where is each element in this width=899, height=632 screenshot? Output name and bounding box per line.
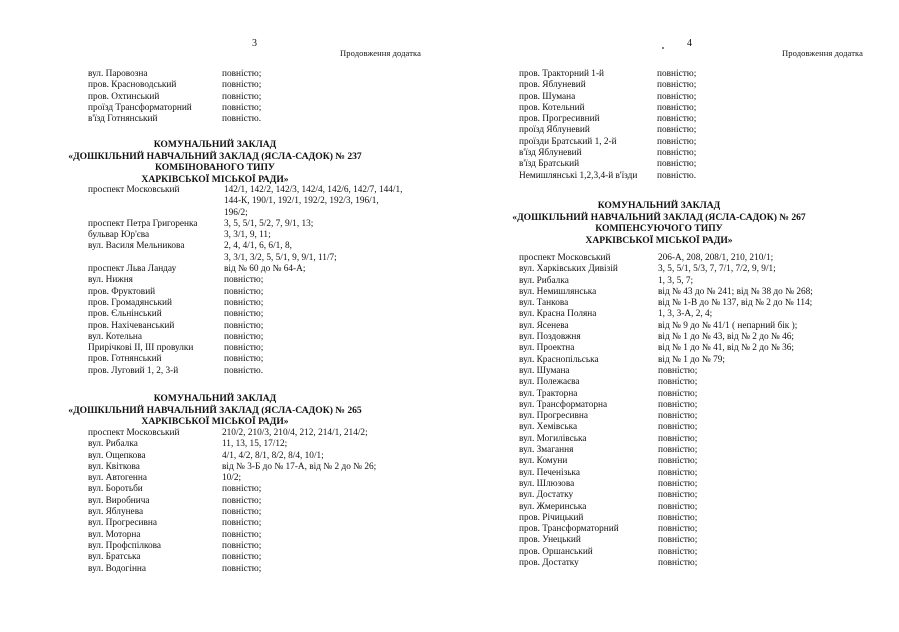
street-name: пров. Достатку xyxy=(519,558,579,569)
street-name: проїзд Трансформаторний xyxy=(88,102,192,113)
street-row xyxy=(519,400,813,411)
street-row xyxy=(88,80,261,91)
street-row xyxy=(88,309,402,320)
house-numbers: 4/1, 4/2, 8/1, 8/2, 8/4, 10/1; xyxy=(222,450,324,461)
section-title-line: КОМУНАЛЬНИЙ ЗАКЛАД xyxy=(153,139,277,150)
house-numbers: 10/2; xyxy=(222,473,242,484)
street-name: вул. Котельна xyxy=(88,331,143,342)
street-row xyxy=(519,479,813,490)
street-name: вул. Проектна xyxy=(519,343,575,354)
street-row xyxy=(88,287,402,298)
section-title-line: ХАРКІВСЬКОЇ МІСЬКОЇ РАДИ» xyxy=(141,173,289,185)
street-name: вул. Жмеринська xyxy=(519,501,587,512)
street-name: пров. Єльнінський xyxy=(88,309,162,320)
house-numbers: повністю; xyxy=(658,399,698,410)
street-row xyxy=(519,92,696,103)
house-numbers: повністю; xyxy=(224,331,264,342)
street-name: пров. Нахічеванський xyxy=(88,320,175,331)
street-name: пров. Прогресивний xyxy=(519,114,600,125)
house-numbers: 1, 3, 5, 7; xyxy=(658,275,694,286)
house-numbers: 1, 3, 3-А, 2, 4; xyxy=(658,309,713,320)
street-row xyxy=(519,125,696,136)
section-title xyxy=(459,200,859,246)
section-title-line: ХАРКІВСЬКОЇ МІСЬКОЇ РАДИ» xyxy=(585,234,733,246)
house-numbers: повністю; xyxy=(222,80,262,91)
section-title-line: ХАРКІВСЬКОЇ МІСЬКОЇ РАДИ» xyxy=(141,416,289,428)
page-number: 3 xyxy=(252,38,257,49)
street-name: вул. Трансформаторна xyxy=(519,399,608,410)
street-name: вул. Хемівська xyxy=(519,422,578,433)
street-row xyxy=(519,524,813,535)
house-numbers: від № 60 до № 64-А; xyxy=(224,264,306,275)
street-name: вул. Боротьби xyxy=(88,484,143,495)
street-row xyxy=(519,547,813,558)
street-row xyxy=(88,114,261,125)
street-name: в'їзд Готнянський xyxy=(88,114,158,125)
street-name: вул. Комуни xyxy=(519,456,568,467)
street-name: проспект Московський xyxy=(88,428,180,438)
house-numbers: повністю; xyxy=(657,91,697,102)
house-numbers: повністю; xyxy=(658,501,698,512)
house-numbers: повністю; xyxy=(224,286,264,297)
street-name: пров. Котельний xyxy=(519,102,585,113)
house-numbers: повністю; xyxy=(222,507,262,518)
house-numbers: 11, 13, 15, 17/12; xyxy=(222,439,288,450)
street-row xyxy=(88,230,402,241)
street-row xyxy=(88,439,376,450)
street-row xyxy=(88,462,376,473)
house-numbers: 3, 5, 5/1, 5/3, 7, 7/1, 7/2, 9, 9/1; xyxy=(658,264,776,275)
running-head: Продовження додатка xyxy=(340,48,421,58)
street-row xyxy=(519,535,813,546)
street-name: вул. Виробнича xyxy=(88,495,150,506)
house-numbers: повністю. xyxy=(657,170,697,181)
section-title-line: КОМУНАЛЬНИЙ ЗАКЛАД xyxy=(153,393,277,404)
street-row xyxy=(519,309,813,320)
street-name: вул. Красна Поляна xyxy=(519,309,597,320)
street-name: бульвар Юр'єва xyxy=(88,230,150,241)
street-name: вул. Печенізька xyxy=(519,467,580,478)
street-row xyxy=(88,332,402,343)
house-numbers: від № 1 до № 43, від № 2 до № 46; xyxy=(658,332,795,343)
house-numbers-continued: 3, 3/1, 3/2, 5, 5/1, 9, 9/1, 11/7; xyxy=(224,252,337,263)
street-row xyxy=(519,287,813,298)
street-row xyxy=(88,564,376,575)
street-row xyxy=(88,264,402,275)
house-numbers: повністю; xyxy=(222,563,262,574)
street-row xyxy=(519,159,696,170)
house-numbers: від № 3-Б до № 17-А, від № 2 до № 26; xyxy=(222,461,377,472)
street-row xyxy=(519,490,813,501)
street-row xyxy=(519,276,813,287)
street-name: вул. Моторна xyxy=(88,529,141,540)
street-name: пров. Тракторний 1-й xyxy=(519,69,605,79)
street-row xyxy=(519,411,813,422)
house-numbers: повністю; xyxy=(658,558,698,569)
street-name: в'їзд Яблуневий xyxy=(519,148,582,159)
street-name: вул. Профспілкова xyxy=(88,540,162,551)
street-row xyxy=(519,558,813,569)
house-numbers: повністю; xyxy=(222,540,262,551)
street-name: вул. Паровозна xyxy=(88,69,148,79)
street-row xyxy=(519,264,813,275)
street-name: вул. Рибалка xyxy=(88,439,138,450)
street-name: пров. Річицький xyxy=(519,512,584,523)
house-numbers: повністю; xyxy=(658,388,698,399)
house-numbers: повністю; xyxy=(222,495,262,506)
street-row xyxy=(519,114,696,125)
street-name: вул. Василя Мельникова xyxy=(88,241,185,252)
street-list xyxy=(88,69,261,125)
street-name: проспект Московський xyxy=(519,253,611,263)
street-row xyxy=(519,253,813,264)
street-row xyxy=(88,92,261,103)
house-numbers: повністю; xyxy=(222,69,262,79)
house-numbers: повністю; xyxy=(657,69,697,79)
street-row xyxy=(519,355,813,366)
section-title-line: «ДОШКІЛЬНИЙ НАВЧАЛЬНИЙ ЗАКЛАД (ЯСЛА-САДОК) № 265 xyxy=(68,404,362,416)
street-name: в'їзд Братський xyxy=(519,159,580,170)
house-numbers: 3, 3/1, 9, 11; xyxy=(224,230,271,241)
street-row xyxy=(519,343,813,354)
street-row xyxy=(519,321,813,332)
house-numbers-continued: 144-К, 190/1, 192/1, 192/2, 192/3, 196/1, xyxy=(224,196,379,207)
section-title-line: «ДОШКІЛЬНИЙ НАВЧАЛЬНИЙ ЗАКЛАД (ЯСЛА-САДОК) № 237 xyxy=(68,150,362,162)
house-numbers: повністю; xyxy=(658,456,698,467)
street-name: вул. Прогресивна xyxy=(88,518,158,529)
house-numbers-continued: 196/2; xyxy=(224,207,248,218)
street-row xyxy=(88,428,376,439)
house-numbers: повністю; xyxy=(658,467,698,478)
street-row xyxy=(519,422,813,433)
street-name: пров. Готнянський xyxy=(88,354,162,365)
street-row xyxy=(88,366,402,377)
street-name: проспект Петра Григоренка xyxy=(88,218,198,229)
right-page xyxy=(449,0,899,632)
street-name: вул. Рибалка xyxy=(519,275,569,286)
house-numbers: повністю; xyxy=(224,354,264,365)
street-name: вул. Змагання xyxy=(519,445,574,456)
house-numbers: від № 1 до № 79; xyxy=(658,354,725,365)
street-row xyxy=(519,148,696,159)
street-name: проїзди Братський 1, 2-й xyxy=(519,136,617,147)
street-name: вул. Автогенна xyxy=(88,473,147,484)
street-name: вул. Немишлянська xyxy=(519,286,597,297)
street-row xyxy=(519,103,696,114)
street-row xyxy=(88,275,402,286)
house-numbers: повністю; xyxy=(224,309,264,320)
street-row xyxy=(88,473,376,484)
street-row xyxy=(88,530,376,541)
street-name: вул. Яблунева xyxy=(88,507,144,518)
street-row xyxy=(519,298,813,309)
street-row xyxy=(88,484,376,495)
running-head: Продовження додатка xyxy=(782,48,863,58)
house-numbers: повністю; xyxy=(658,377,698,388)
house-numbers: повністю; xyxy=(222,91,262,102)
street-name: пров. Луговий 1, 2, 3-й xyxy=(88,365,179,376)
street-name: вул. Могилівська xyxy=(519,433,587,444)
street-row xyxy=(519,389,813,400)
house-numbers: повністю; xyxy=(658,512,698,523)
street-row xyxy=(88,451,376,462)
street-name: пров. Охтинський xyxy=(88,91,160,102)
scan-speck xyxy=(662,47,664,49)
house-numbers: повністю; xyxy=(222,529,262,540)
house-numbers: повністю; xyxy=(222,484,262,495)
page-number: 4 xyxy=(687,38,692,49)
section-title xyxy=(30,139,400,185)
street-name: вул. Нижня xyxy=(88,275,133,286)
street-name: проспект Московський xyxy=(88,185,180,195)
street-row xyxy=(519,445,813,456)
house-numbers: повністю. xyxy=(222,114,262,125)
house-numbers: 210/2, 210/3, 210/4, 212, 214/1, 214/2; xyxy=(222,428,368,438)
house-numbers: повністю; xyxy=(658,365,698,376)
house-numbers: повністю; xyxy=(222,552,262,563)
section-title-line: КОМУНАЛЬНИЙ ЗАКЛАД xyxy=(597,200,721,211)
street-row xyxy=(519,434,813,445)
house-numbers: від № 9 до № 41/1 ( непарний бік ); xyxy=(658,320,798,331)
street-row xyxy=(519,80,696,91)
street-row xyxy=(88,103,261,114)
street-row xyxy=(88,69,261,80)
house-numbers: повністю; xyxy=(224,343,264,354)
street-name: вул. Водогінна xyxy=(88,563,147,574)
section-title-line: «ДОШКІЛЬНИЙ НАВЧАЛЬНИЙ ЗАКЛАД (ЯСЛА-САДОК) № 267 xyxy=(512,211,806,223)
street-name: вул. Поздовжня xyxy=(519,332,581,343)
house-numbers: повністю; xyxy=(657,80,697,91)
house-numbers: від № 43 до № 241; від № 38 до № 268; xyxy=(658,286,813,297)
street-row xyxy=(88,321,402,332)
street-list xyxy=(88,185,402,377)
street-list xyxy=(88,428,376,575)
house-numbers: повністю; xyxy=(658,422,698,433)
street-row xyxy=(88,185,402,196)
house-numbers: повністю; xyxy=(657,159,697,170)
house-numbers: повністю; xyxy=(657,114,697,125)
street-row xyxy=(88,219,402,230)
house-numbers: повністю; xyxy=(224,275,264,286)
house-numbers: повністю; xyxy=(658,411,698,422)
street-name: проїзд Яблуневий xyxy=(519,125,590,136)
house-numbers: 142/1, 142/2, 142/3, 142/4, 142/6, 142/7, 144/1, xyxy=(224,185,403,195)
street-name: Прирічкові II, III провулки xyxy=(88,343,194,354)
street-row xyxy=(88,496,376,507)
house-numbers: 2, 4, 4/1, 6, 6/1, 8, xyxy=(224,241,292,252)
house-numbers: повністю; xyxy=(222,102,262,113)
street-name: вул. Харківських Дивізій xyxy=(519,264,618,275)
street-name: пров. Шумана xyxy=(519,91,576,102)
street-name: пров. Унецький xyxy=(519,535,581,546)
street-name: пров. Красноводський xyxy=(88,80,177,91)
street-name: вул. Полежаєва xyxy=(519,377,580,388)
street-name: пров. Трансформаторний xyxy=(519,524,619,535)
section-title-line: КОМПЕНСУЮЧОГО ТИПУ xyxy=(595,223,723,235)
house-numbers: повністю; xyxy=(657,136,697,147)
street-name: пров. Оршанський xyxy=(519,546,593,557)
street-row xyxy=(519,171,696,182)
house-numbers: повністю; xyxy=(658,433,698,444)
street-name: вул. Достатку xyxy=(519,490,574,501)
street-name: пров. Фруктовий xyxy=(88,286,156,297)
street-row xyxy=(519,513,813,524)
house-numbers: 3, 5, 5/1, 5/2, 7, 9/1, 13; xyxy=(224,218,314,229)
street-row xyxy=(88,541,376,552)
street-list xyxy=(519,69,696,182)
street-row xyxy=(88,241,402,252)
house-numbers: повністю; xyxy=(658,535,698,546)
street-row xyxy=(519,468,813,479)
street-name: вул. Братська xyxy=(88,552,141,563)
street-name: вул. Ясенева xyxy=(519,320,569,331)
house-numbers: повністю; xyxy=(658,546,698,557)
street-name: вул. Тракторна xyxy=(519,388,578,399)
street-name: вул. Квіткова xyxy=(88,461,140,472)
house-numbers: повністю; xyxy=(224,320,264,331)
street-row xyxy=(88,552,376,563)
section-title-line: КОМБІНОВАНОГО ТИПУ xyxy=(155,162,275,174)
street-name: вул. Танкова xyxy=(519,298,569,309)
house-numbers: повністю; xyxy=(222,518,262,529)
street-name: проспект Льва Ландау xyxy=(88,264,177,275)
street-name: пров. Яблуневий xyxy=(519,80,586,91)
street-row xyxy=(519,69,696,80)
street-row xyxy=(519,137,696,148)
street-name: вул. Краснопільська xyxy=(519,354,599,365)
street-row xyxy=(88,343,402,354)
house-numbers: повністю; xyxy=(658,478,698,489)
house-numbers: повністю; xyxy=(224,297,264,308)
street-name: вул. Шлюзова xyxy=(519,478,575,489)
house-numbers: 206-А, 208, 208/1, 210, 210/1; xyxy=(658,253,774,263)
left-page xyxy=(0,0,449,632)
street-row xyxy=(88,518,376,529)
street-name: вул. Прогресивна xyxy=(519,411,589,422)
street-row xyxy=(519,456,813,467)
street-row xyxy=(88,298,402,309)
house-numbers: повністю; xyxy=(657,148,697,159)
street-row xyxy=(88,354,402,365)
street-row xyxy=(88,507,376,518)
house-numbers: повністю; xyxy=(657,102,697,113)
house-numbers: повністю; xyxy=(658,490,698,501)
street-name: пров. Громадянський xyxy=(88,297,172,308)
house-numbers: повністю; xyxy=(658,524,698,535)
street-name: вул. Ощепкова xyxy=(88,450,146,461)
house-numbers: від № 1-В до № 137, від № 2 до № 114; xyxy=(658,298,813,309)
house-numbers: повністю; xyxy=(658,445,698,456)
street-name: вул. Шумана xyxy=(519,365,570,376)
street-row xyxy=(519,502,813,513)
house-numbers: повністю; xyxy=(657,125,697,136)
street-name: Немишлянські 1,2,3,4-й в'їзди xyxy=(519,170,638,181)
street-row xyxy=(519,332,813,343)
house-numbers: повністю. xyxy=(224,365,264,376)
street-row xyxy=(519,366,813,377)
house-numbers: від № 1 до № 41, від № 2 до № 36; xyxy=(658,343,795,354)
street-list xyxy=(519,253,813,569)
street-row xyxy=(519,377,813,388)
section-title xyxy=(30,393,400,428)
